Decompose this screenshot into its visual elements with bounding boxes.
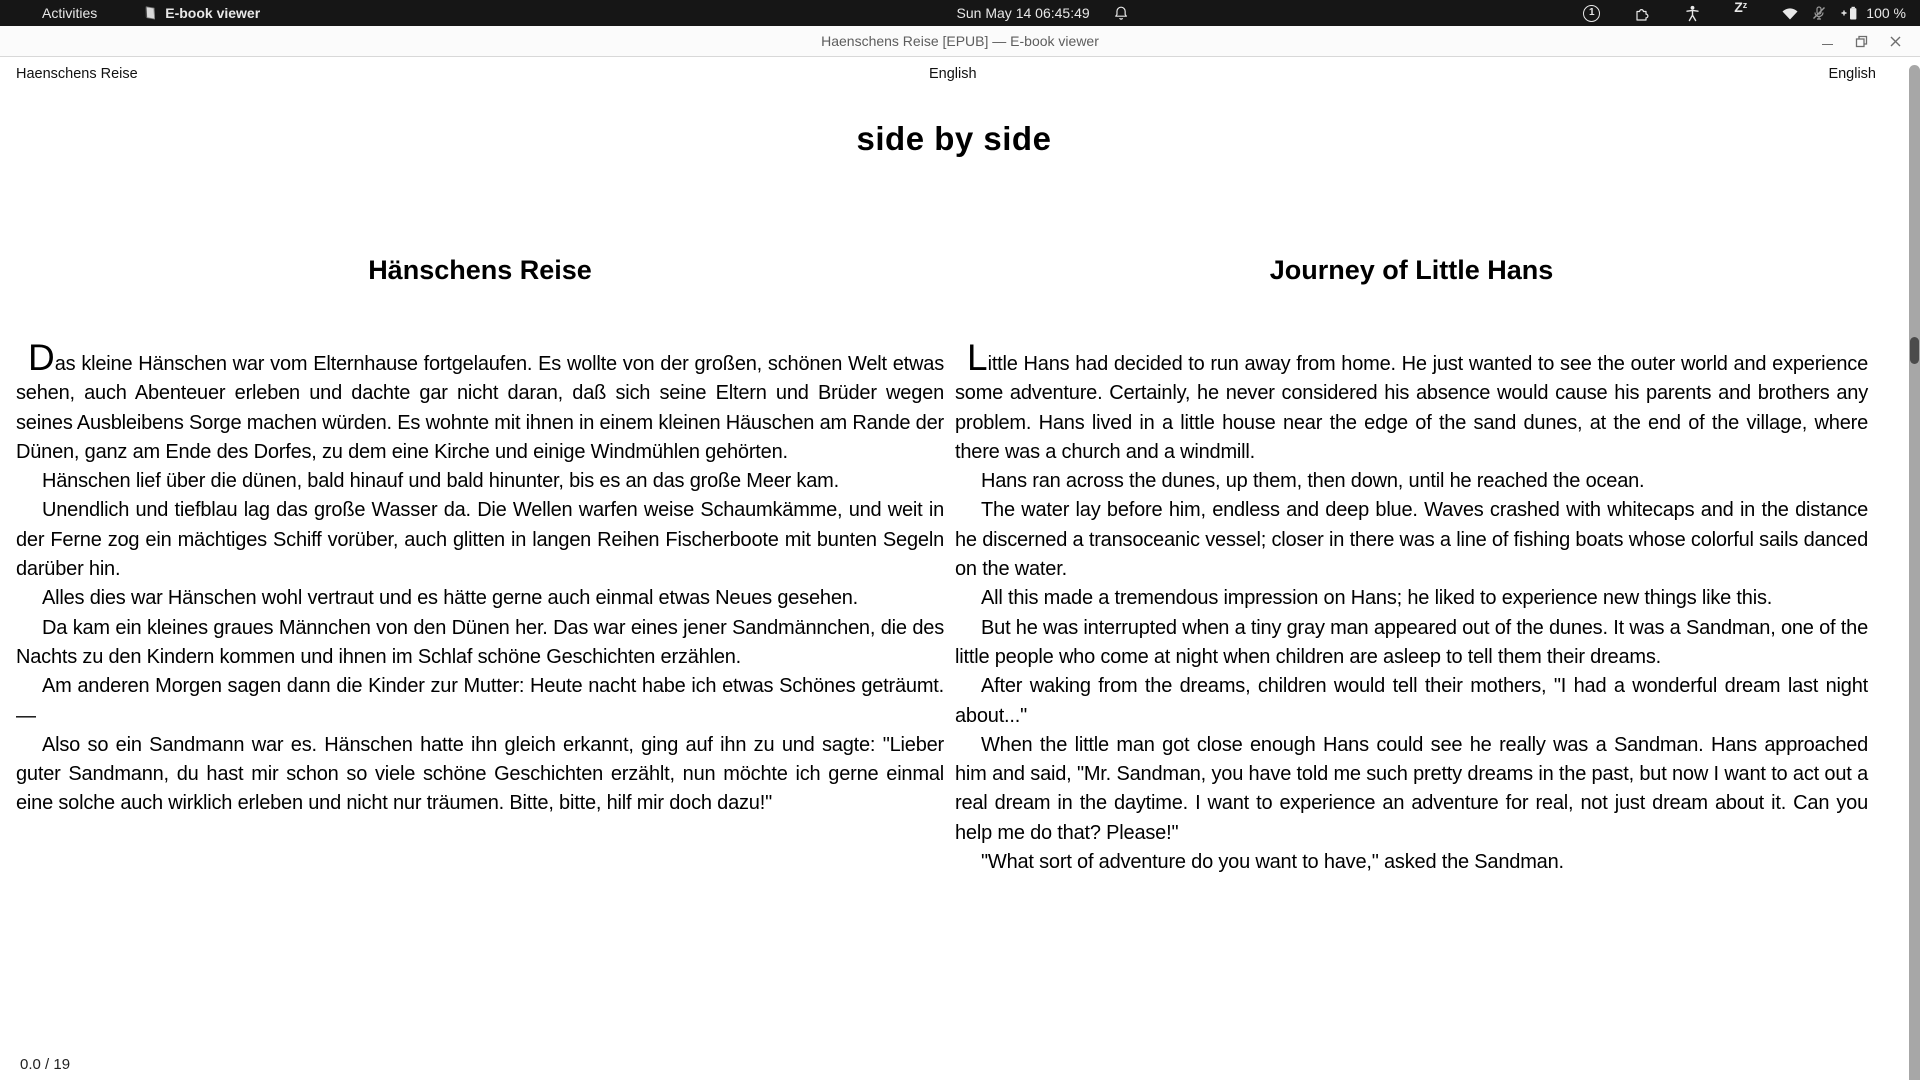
restore-button[interactable] (1844, 26, 1878, 56)
paragraph: The water lay before him, endless and deep blue. Waves crashed with whitecaps and in the distance he discerned a transoceanic vessel; closer in there was a line of fishing boats whose colorful sails danced on the water. (955, 499, 1868, 581)
paragraph: Da kam ein kleines graues Männchen von den Dünen her. Das war eines jener Sandmännchen, die des Nachts zu den Kindern kommen und ihnen im Schlaf schöne Geschichten erzählen. (16, 616, 944, 668)
paragraph: Das kleine Hänschen war vom Elternhause fortgelaufen. Es wollte von der großen, schönen Welt etwas sehen, auch Abenteuer erleben und dachte gar nicht daran, daß sich seine Eltern und Brüder wegen seines Ausbleibens Sorge machen würden. Es wohnte mit ihnen in einem kleinen Häuschen am Rande der Dünen, ganz am Ende des Dorfes, zu dem eine Kirche und einige Windmühlen gehörten. (16, 337, 944, 463)
top-bar-right (1583, 0, 1906, 26)
column-heading-german: Hänschens Reise (368, 255, 592, 285)
column-body-english (955, 337, 1868, 877)
paragraph: "What sort of adventure do you want to have," asked the Sandman. (981, 851, 1564, 874)
close-button[interactable] (1878, 26, 1912, 56)
restore-icon (1855, 35, 1868, 48)
column-heading-english: Journey of Little Hans (1269, 255, 1554, 285)
paragraph: Hänschen lief über die dünen, bald hinauf und bald hinunter, bis es an das große Meer kam. (42, 470, 839, 493)
running-header-section-left: English (929, 66, 977, 82)
top-bar (0, 0, 1920, 26)
battery-percent-label: 100 % (1866, 5, 1906, 21)
wifi-icon[interactable] (1781, 0, 1799, 26)
notification-count-icon[interactable]: 1 (1583, 0, 1600, 26)
microphone-muted-icon[interactable] (1811, 0, 1827, 26)
column-body-german (16, 337, 944, 819)
paragraph: Unendlich und tiefblau lag das große Wasser da. Die Wellen warfen weise Schaumkämme, und weit in der Ferne zog ein mächtiges Schiff vorüber, auch glitten in langen Reihen Fischerboote mit bunten Segeln darüber hin. (16, 499, 944, 581)
puzzle-icon[interactable] (1634, 0, 1651, 26)
minimize-button[interactable] (1810, 26, 1844, 56)
accessibility-icon[interactable] (1685, 0, 1700, 26)
ebook-page (0, 57, 1920, 1080)
top-bar-left (36, 0, 260, 26)
paragraph: But he was interrupted when a tiny gray man appeared out of the dunes. It was a Sandman, one of the little people who come at night when children are asleep to tell them their dreams. (955, 616, 1868, 668)
paragraph: Hans ran across the dunes, up them, then down, until he reached the ocean. (981, 470, 1645, 493)
book-icon (143, 5, 158, 21)
window-title: Haenschens Reise [EPUB] — E-book viewer (821, 33, 1099, 49)
paragraph: Am anderen Morgen sagen dann die Kinder zur Mutter: Heute nacht habe ich etwas Schönes geträumt.— (16, 675, 944, 727)
activities-button[interactable]: Activities (42, 5, 98, 21)
text-column-english (955, 255, 1868, 877)
bell-icon (1114, 5, 1129, 21)
idle-zz-icon[interactable]: Z z (1734, 0, 1748, 15)
running-header-section-right: English (1828, 66, 1876, 82)
paragraph: When the little man got close enough Hans could see he really was a Sandman. Hans approached him and said, "Mr. Sandman, you have told me such pretty dreams in the past, but now I want to act out a real dream in the daytime. I want to experience an adventure for real, not just dream about it. Can you help me do that? Please!" (955, 733, 1868, 844)
scrollbar-thumb[interactable] (1910, 337, 1919, 364)
paragraph: All this made a tremendous impression on Hans; he liked to experience new things like this. (981, 587, 1773, 610)
window-titlebar (0, 26, 1920, 57)
drop-cap-initial: L (967, 337, 988, 378)
top-bar-center (957, 0, 1129, 26)
battery-charging-icon[interactable] (1839, 0, 1859, 26)
progress-indicator: 0.0 / 19 (20, 1056, 71, 1073)
window-controls (1810, 26, 1912, 56)
close-icon (1889, 35, 1902, 48)
app-menu-button[interactable] (143, 5, 260, 21)
minimize-icon (1822, 44, 1833, 45)
paragraph: Also so ein Sandmann war es. Hänschen hatte ihn gleich erkannt, ging auf ihn zu und sagte: "Lieber guter Sandmann, du hast mir schon so viele schöne Geschichten erzählt, nun möchte ich gerne einmal eine solche auch wirklich erleben und nicht nur träumen. Bitte, bitte, hilf mir doch dazu!" (16, 733, 944, 815)
clock-button[interactable]: Sun May 14 06:45:49 (956, 5, 1090, 21)
paragraph: After waking from the dreams, children would tell their mothers, "I had a wonderful dream last night about..." (955, 675, 1868, 727)
app-menu-label: E-book viewer (165, 5, 261, 21)
paragraph: Little Hans had decided to run away from home. He just wanted to see the outer world and experience some adventure. Certainly, he never considered his absence would cause his parents and brothers any problem. Hans lived in a little house near the edge of the sand dunes, at the end of the village, where there was a church and a windmill. (955, 337, 1868, 463)
paragraph: Alles dies war Hänschen wohl vertraut und es hätte gerne auch einmal etwas Neues gesehen. (42, 587, 859, 610)
drop-cap-initial: D (28, 337, 55, 378)
running-header-book-title: Haenschens Reise (16, 66, 138, 82)
chapter-title: side by side (856, 120, 1052, 157)
scrollbar[interactable] (1909, 65, 1920, 1080)
text-column-german (16, 255, 944, 819)
